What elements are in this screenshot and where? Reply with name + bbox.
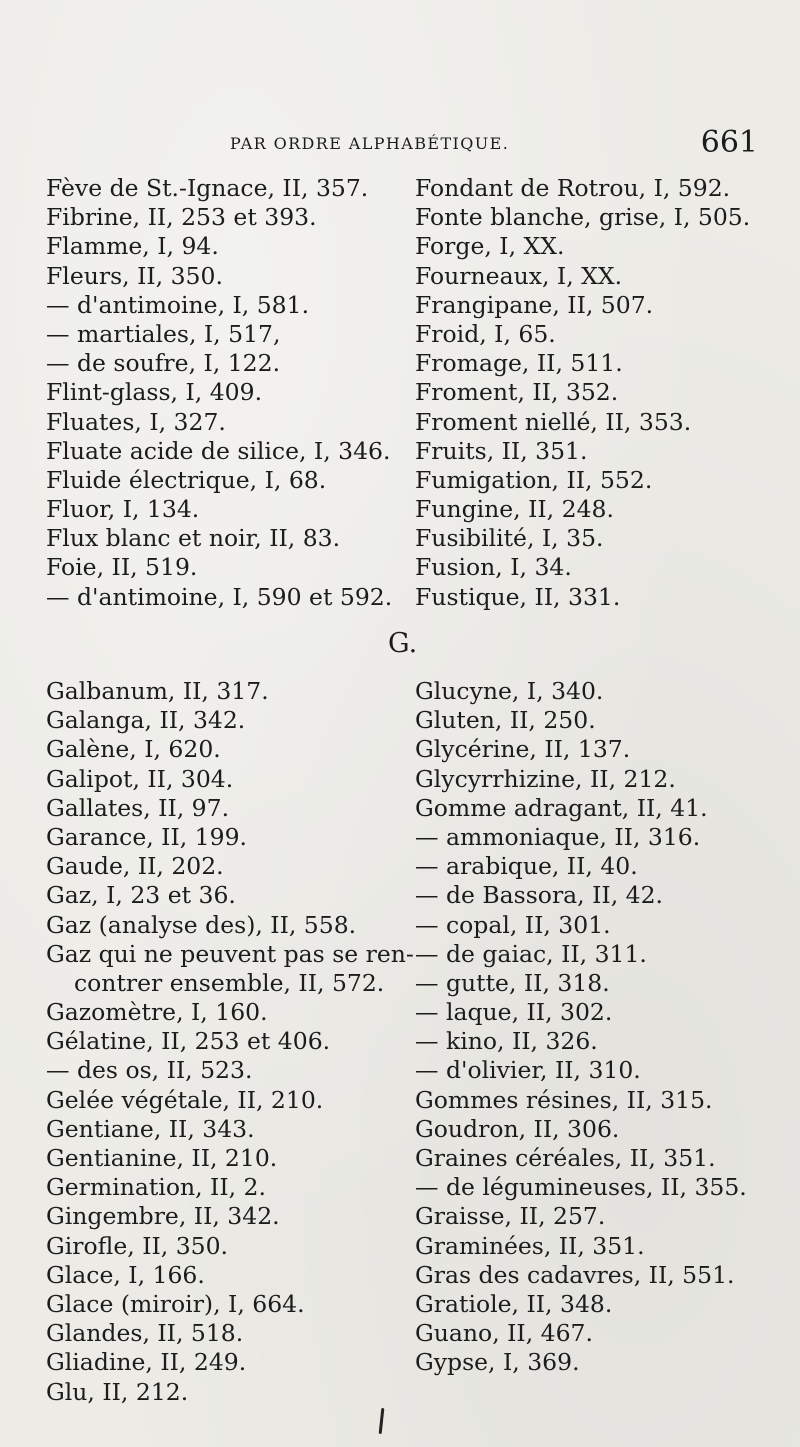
index-entry: Glu, II, 212.	[46, 1377, 189, 1406]
index-entry: — d'antimoine, I, 590 et 592.	[46, 582, 393, 611]
index-entry: Fluate acide de silice, I, 346.	[46, 436, 391, 465]
index-entry: Fluates, I, 327.	[46, 407, 226, 436]
index-entry: Galbanum, II, 317.	[46, 677, 269, 705]
index-entry: Fonte blanche, grise, I, 505.	[415, 203, 751, 232]
index-entry: Frangipane, II, 507.	[415, 290, 654, 319]
index-entry: Guano, II, 467.	[415, 1319, 593, 1348]
index-entry: Graminées, II, 351.	[415, 1231, 645, 1260]
index-entry: Glandes, II, 518.	[46, 1319, 244, 1348]
index-entry: Gaz qui ne peuvent pas se ren-	[46, 939, 414, 968]
index-entry: Gélatine, II, 253 et 406.	[46, 1027, 331, 1056]
index-entry: Fustique, II, 331.	[415, 582, 621, 611]
index-entry: Fungine, II, 248.	[415, 495, 614, 524]
index-column-f-right	[415, 174, 750, 612]
index-column-f-left	[46, 174, 392, 612]
index-entry: Fondant de Rotrou, I, 592.	[415, 174, 731, 202]
index-entry: Fusion, I, 34.	[415, 553, 572, 582]
index-entry: Gingembre, II, 342.	[46, 1202, 280, 1231]
index-entry: Glycérine, II, 137.	[415, 735, 631, 764]
index-entry: Flint-glass, I, 409.	[46, 378, 263, 407]
index-entry: Fève de St.-Ignace, II, 357.	[46, 174, 369, 202]
index-column-g-left	[46, 677, 414, 1407]
index-entry: Gaz (analyse des), II, 558.	[46, 910, 357, 939]
index-entry: Glucyne, I, 340.	[415, 677, 604, 705]
index-entry: Fromage, II, 511.	[415, 349, 623, 378]
index-entry: — martiales, I, 517,	[46, 319, 281, 348]
index-entry: Flux blanc et noir, II, 83.	[46, 524, 341, 553]
index-entry: Gallates, II, 97.	[46, 793, 230, 822]
index-entry: Fruits, II, 351.	[415, 436, 588, 465]
index-entry: Gelée végétale, II, 210.	[46, 1085, 324, 1114]
index-entry: Gentiane, II, 343.	[46, 1114, 255, 1143]
index-entry: — de gaiac, II, 311.	[415, 939, 647, 968]
index-entry: Gliadine, II, 249.	[46, 1348, 247, 1377]
index-entry: Glace (miroir), I, 664.	[46, 1289, 305, 1318]
section-letter-g: G.	[388, 628, 418, 659]
index-entry: Fusibilité, I, 35.	[415, 524, 604, 553]
index-entry: Gaz, I, 23 et 36.	[46, 881, 236, 910]
index-entry: Froid, I, 65.	[415, 319, 556, 348]
index-entry: — d'antimoine, I, 581.	[46, 290, 310, 319]
index-entry: Goudron, II, 306.	[415, 1114, 620, 1143]
index-entry: — des os, II, 523.	[46, 1056, 253, 1085]
ink-mark	[379, 1408, 385, 1434]
index-entry: Fourneaux, I, XX.	[415, 261, 623, 290]
index-entry: Galanga, II, 342.	[46, 706, 246, 735]
index-entry: Garance, II, 199.	[46, 822, 248, 851]
index-entry: Fibrine, II, 253 et 393.	[46, 203, 317, 232]
index-entry: Fluide électrique, I, 68.	[46, 465, 327, 494]
index-entry: Germination, II, 2.	[46, 1173, 266, 1202]
index-entry: — de soufre, I, 122.	[46, 349, 281, 378]
index-entry: Gras des cadavres, II, 551.	[415, 1260, 735, 1289]
index-entry: Fleurs, II, 350.	[46, 261, 223, 290]
index-entry: Gomme adragant, II, 41.	[415, 793, 708, 822]
index-entry: Gazomètre, I, 160.	[46, 998, 268, 1027]
index-entry: Gentianine, II, 210.	[46, 1144, 278, 1172]
index-entry: contrer ensemble, II, 572.	[74, 968, 385, 997]
index-entry: Galipot, II, 304.	[46, 764, 234, 793]
index-entry: Forge, I, XX.	[415, 232, 565, 261]
index-entry: — arabique, II, 40.	[415, 852, 638, 881]
index-entry: Gypse, I, 369.	[415, 1348, 580, 1377]
index-entry: Glycyrrhizine, II, 212.	[415, 764, 676, 793]
index-column-g-right	[415, 677, 747, 1378]
index-entry: — de Bassora, II, 42.	[415, 881, 664, 910]
index-entry: Girofle, II, 350.	[46, 1231, 229, 1260]
index-entry: — d'olivier, II, 310.	[415, 1056, 641, 1085]
index-entry: Gratiole, II, 348.	[415, 1289, 613, 1318]
index-entry: Froment niellé, II, 353.	[415, 407, 692, 436]
index-entry: — ammoniaque, II, 316.	[415, 822, 701, 851]
index-entry: Gommes résines, II, 315.	[415, 1085, 713, 1114]
index-entry: Graisse, II, 257.	[415, 1202, 606, 1231]
index-entry: Fumigation, II, 552.	[415, 465, 653, 494]
index-entry: Galène, I, 620.	[46, 735, 221, 764]
index-entry: Glace, I, 166.	[46, 1260, 205, 1289]
index-entry: Froment, II, 352.	[415, 378, 619, 407]
index-entry: — copal, II, 301.	[415, 910, 611, 939]
index-entry: Foie, II, 519.	[46, 553, 198, 582]
index-entry: Gluten, II, 250.	[415, 706, 596, 735]
index-entry: — de légumineuses, II, 355.	[415, 1173, 747, 1202]
index-entry: — gutte, II, 318.	[415, 968, 610, 997]
page-number: 661	[700, 125, 758, 160]
index-entry: Flamme, I, 94.	[46, 232, 219, 261]
index-entry: — laque, II, 302.	[415, 998, 613, 1027]
index-entry: Graines céréales, II, 351.	[415, 1144, 716, 1172]
index-entry: Fluor, I, 134.	[46, 495, 200, 524]
index-entry: Gaude, II, 202.	[46, 852, 224, 881]
running-head: PAR ORDRE ALPHABÉTIQUE.	[230, 134, 510, 153]
index-entry: — kino, II, 326.	[415, 1027, 598, 1056]
